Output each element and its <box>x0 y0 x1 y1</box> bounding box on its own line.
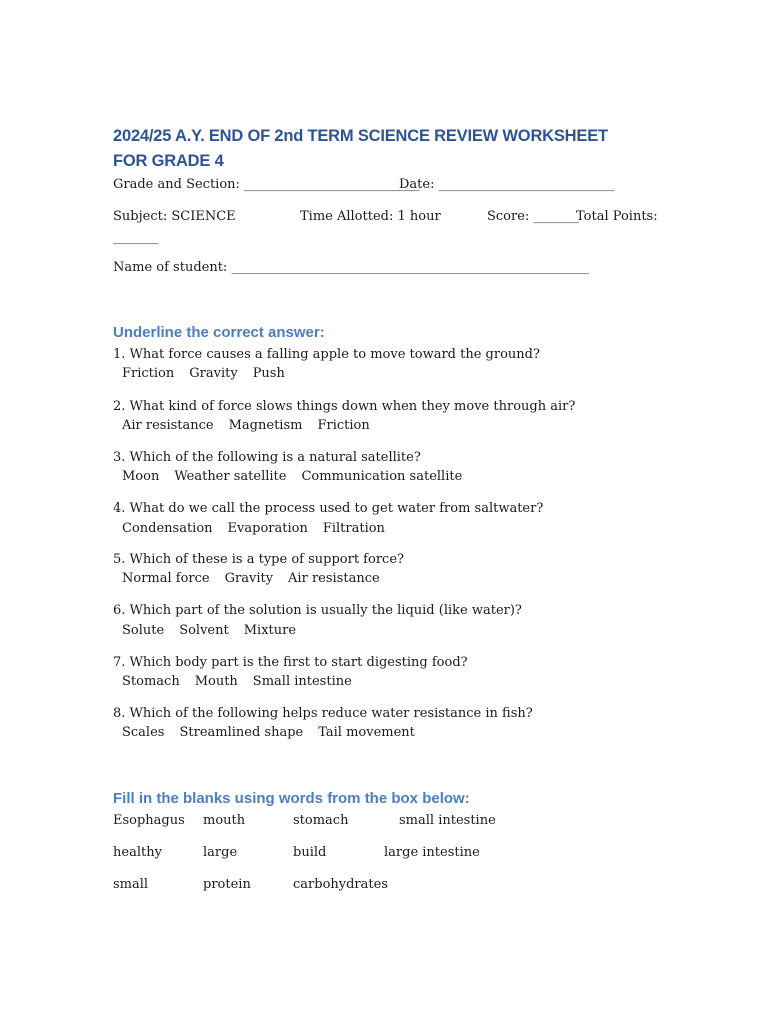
student-name-field: Name of student: _______________________________________________________ <box>113 260 589 275</box>
option[interactable]: Moon <box>122 469 160 484</box>
option[interactable]: Evaporation <box>227 521 308 536</box>
score-field: Score: _______ <box>487 209 579 224</box>
option[interactable]: Mixture <box>243 623 297 638</box>
word-bank-item: carbohydrates <box>293 877 388 892</box>
question-2-options <box>113 417 385 434</box>
question-1: 1. What force causes a falling apple to move toward the ground? <box>113 347 540 362</box>
question-2: 2. What kind of force slows things down when they move through air? <box>113 399 576 414</box>
section1-heading: Underline the correct answer: <box>113 324 325 341</box>
question-6: 6. Which part of the solution is usually the liquid (like water)? <box>113 603 522 618</box>
option[interactable]: Air resistance <box>288 571 380 586</box>
option[interactable]: Gravity <box>189 366 238 381</box>
word-bank-item: Esophagus <box>113 813 185 828</box>
option[interactable]: Solute <box>122 623 165 638</box>
question-7-options <box>113 673 367 690</box>
option[interactable]: Magnetism <box>228 418 303 433</box>
option[interactable]: Gravity <box>224 571 274 586</box>
option[interactable]: Scales <box>122 725 165 740</box>
date-field: Date: ___________________________ <box>399 177 615 192</box>
question-4: 4. What do we call the process used to get water from saltwater? <box>113 501 544 516</box>
option[interactable]: Weather satellite <box>174 469 287 484</box>
question-5: 5. Which of these is a type of support force? <box>113 552 404 567</box>
question-3-options <box>113 468 477 485</box>
total-points-label: Total Points: <box>576 209 658 224</box>
option[interactable]: Solvent <box>179 623 229 638</box>
question-8-options <box>113 724 430 741</box>
option[interactable]: Push <box>252 366 285 381</box>
option[interactable]: Friction <box>122 366 175 381</box>
question-8: 8. Which of the following helps reduce water resistance in fish? <box>113 706 533 721</box>
option[interactable]: Small intestine <box>252 674 352 689</box>
time-allotted-field: Time Allotted: 1 hour <box>300 209 441 224</box>
word-bank-item: protein <box>203 877 251 892</box>
question-4-options <box>113 520 400 537</box>
word-bank-item: build <box>293 845 327 860</box>
word-bank-item: healthy <box>113 845 162 860</box>
page-title: 2024/25 A.Y. END OF 2nd TERM SCIENCE REVIEW WORKSHEET FOR GRADE 4 <box>113 127 608 170</box>
total-points-blank: _______ <box>113 230 159 245</box>
question-1-options <box>113 365 300 382</box>
option[interactable]: Air resistance <box>122 418 214 433</box>
question-7: 7. Which body part is the first to start digesting food? <box>113 655 468 670</box>
word-bank-item: mouth <box>203 813 246 828</box>
word-bank-item: large <box>203 845 238 860</box>
option[interactable]: Normal force <box>122 571 210 586</box>
question-3: 3. Which of the following is a natural satellite? <box>113 450 421 465</box>
question-6-options <box>113 622 311 639</box>
option[interactable]: Communication satellite <box>301 469 463 484</box>
option[interactable]: Streamlined shape <box>179 725 304 740</box>
option[interactable]: Mouth <box>194 674 238 689</box>
option[interactable]: Condensation <box>122 521 213 536</box>
word-bank-item: small intestine <box>399 813 496 828</box>
grade-section-field: Grade and Section: ___________________________ <box>113 177 420 192</box>
subject-field: Subject: SCIENCE <box>113 209 236 224</box>
option[interactable]: Stomach <box>122 674 180 689</box>
question-5-options <box>113 570 395 587</box>
option[interactable]: Filtration <box>322 521 385 536</box>
word-bank-item: stomach <box>293 813 349 828</box>
word-bank-item: small <box>113 877 149 892</box>
option[interactable]: Friction <box>317 418 370 433</box>
word-bank-item: large intestine <box>384 845 480 860</box>
section2-heading: Fill in the blanks using words from the box below: <box>113 790 470 807</box>
option[interactable]: Tail movement <box>318 725 415 740</box>
